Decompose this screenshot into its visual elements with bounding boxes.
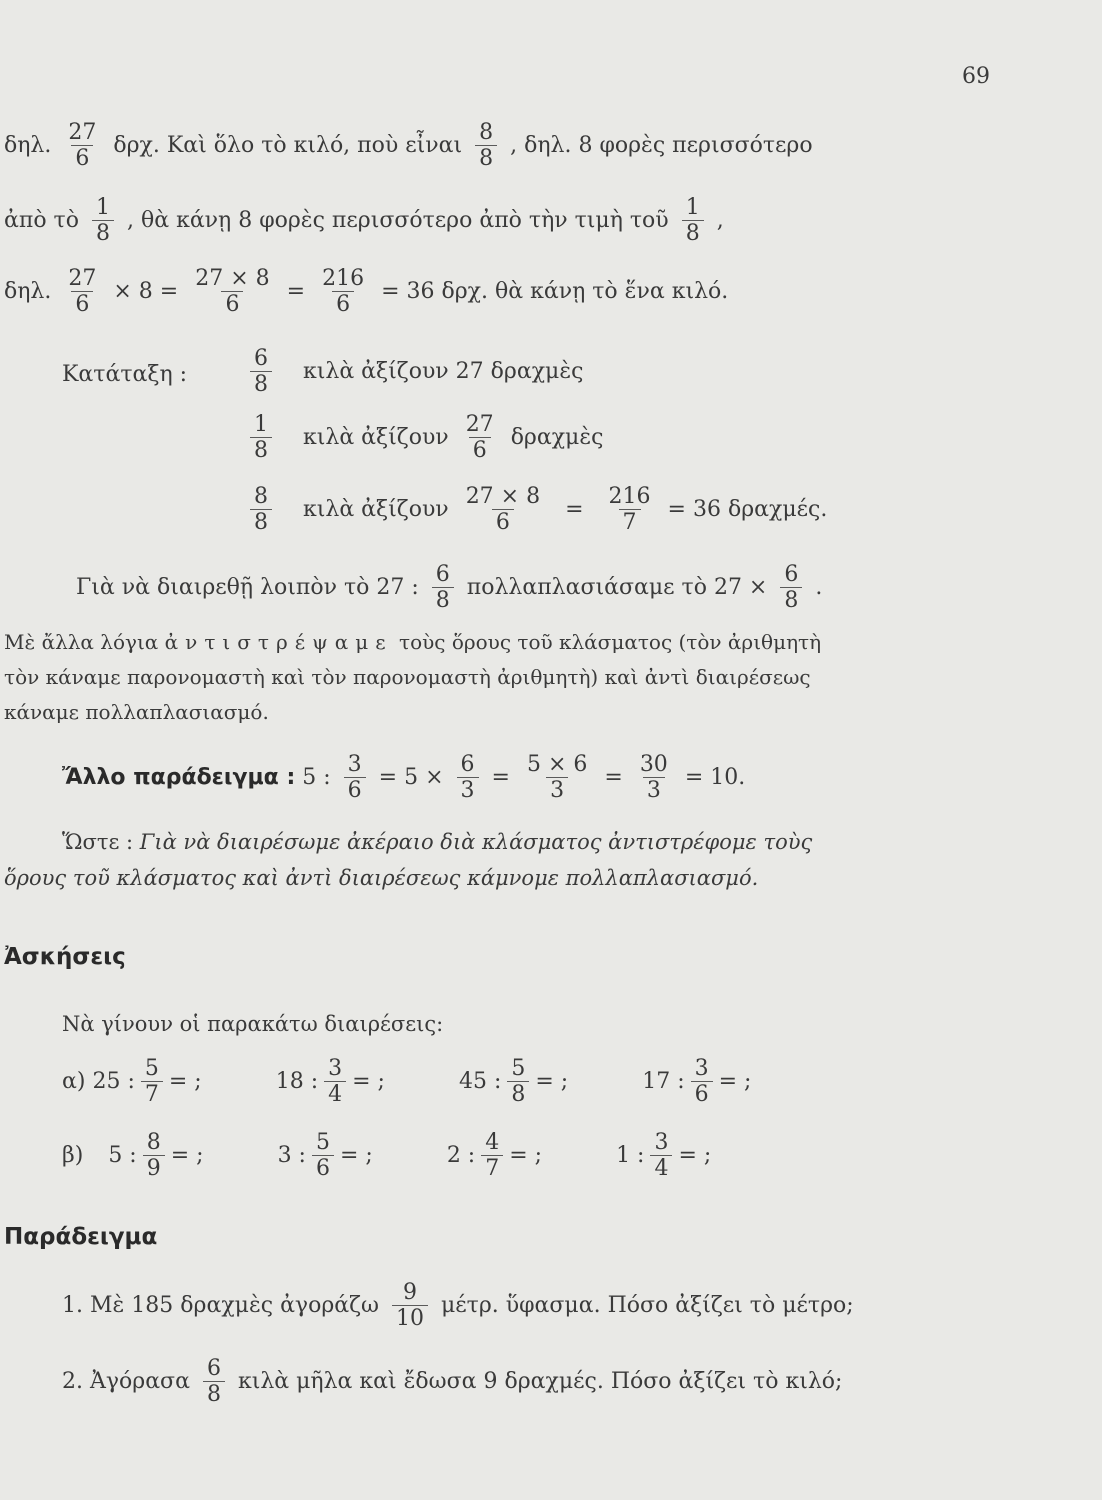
text: Γιὰ νὰ διαιρεθῇ λοιπὸν τὸ 27 : <box>76 574 419 600</box>
text: δηλ. <box>4 278 52 304</box>
text: = <box>491 764 510 790</box>
text: = <box>604 764 623 790</box>
text: κιλὰ ἀξίζουν <box>303 496 449 522</box>
row-label: α) <box>62 1068 86 1094</box>
text-line <box>76 562 822 614</box>
exercise-row <box>62 1130 711 1182</box>
fraction: $\frac{27 \times 8}{6}$ <box>195 266 270 318</box>
paragraph-line: τὸν κάναμε παρονομαστὴ καὶ τὸν παρονομαστὴ ἀριθμητὴ) καὶ ἀντὶ διαιρέσεως <box>4 665 811 689</box>
text-line <box>4 120 813 172</box>
fraction: $\frac{6}{8}$ <box>780 562 802 614</box>
text: τοὺς ὅρους τοῦ κλάσματος (τὸν ἀριθμητὴ <box>399 630 822 654</box>
text: 5 : <box>302 764 331 790</box>
fraction: $\frac{216}{7}$ <box>608 484 651 536</box>
rule-line <box>62 830 812 854</box>
text: = 36 δραχμές. <box>667 496 828 522</box>
text: μέτρ. ὕφασμα. Πόσο ἀξίζει τὸ μέτρο; <box>440 1292 854 1318</box>
fraction: $\frac{27}{6}$ <box>465 412 494 464</box>
rule-line: ὅρους τοῦ κλάσματος καὶ ἀντὶ διαιρέσεως κάμνομε πολλαπλασιασμό. <box>4 866 759 890</box>
katataxi-row <box>244 412 603 464</box>
section-heading: Παράδειγμα <box>4 1224 158 1250</box>
text: = 10. <box>684 764 746 790</box>
text: δρχ. Καὶ ὅλο τὸ κιλό, ποὺ εἶναι <box>113 132 463 158</box>
katataxi-label: Κατάταξη : <box>62 362 188 387</box>
fraction: $\frac{8}{8}$ <box>250 484 272 536</box>
text-line <box>4 195 724 247</box>
exercise: 1 : $\frac{3}{4}$ = ; <box>616 1130 712 1182</box>
fraction: $\frac{6}{8}$ <box>250 346 272 398</box>
text: κιλὰ ἀξίζουν 27 δραχμὲς <box>303 358 584 384</box>
text: πολλαπλασιάσαμε τὸ 27 × <box>466 574 768 600</box>
text: 2. Ἀγόρασα <box>62 1368 190 1394</box>
fraction: $\frac{1}{8}$ <box>682 195 704 247</box>
exercise: 3 : $\frac{5}{6}$ = ; <box>277 1130 373 1182</box>
fraction: $\frac{27 \times 8}{6}$ <box>465 484 541 536</box>
text: × 8 = <box>113 278 179 304</box>
fraction: $\frac{9}{10}$ <box>392 1280 428 1332</box>
fraction: $\frac{5 \times 6}{3}$ <box>526 752 588 804</box>
text: δηλ. <box>4 132 52 158</box>
text: = <box>286 278 306 304</box>
fraction: $\frac{6}{8}$ <box>432 562 454 614</box>
text: = 5 × <box>378 764 444 790</box>
example-line <box>62 752 745 804</box>
section-heading: Ἀσκήσεις <box>4 944 126 970</box>
problem-line <box>62 1280 854 1332</box>
exercise: 2 : $\frac{4}{7}$ = ; <box>446 1130 543 1182</box>
text: κιλὰ μῆλα καὶ ἔδωσα 9 δραχμές. Πόσο ἀξίζει τὸ κιλό; <box>237 1368 843 1394</box>
exercise: 18 : $\frac{3}{4}$ = ; <box>275 1056 385 1108</box>
fraction: $\frac{6}{8}$ <box>203 1356 225 1408</box>
fraction: $\frac{1}{8}$ <box>250 412 272 464</box>
exercise: 25 : $\frac{5}{7}$ = ; <box>92 1056 202 1108</box>
text: ἀπὸ τὸ <box>4 207 79 233</box>
text: . <box>815 574 823 600</box>
text: = <box>565 496 584 522</box>
spaced-emphasis: ἀντιστρέψαμε <box>164 630 393 654</box>
row-label: β) <box>62 1142 84 1168</box>
paragraph-line: κάναμε πολλαπλασιασμό. <box>4 700 269 724</box>
page-number: 69 <box>962 64 990 89</box>
equation-line <box>4 266 728 318</box>
text: Μὲ ἄλλα λόγια <box>4 630 159 654</box>
problem-line <box>62 1356 842 1408</box>
text: δραχμὲς <box>510 424 604 450</box>
text: , <box>716 207 724 233</box>
fraction: $\frac{30}{3}$ <box>639 752 668 804</box>
text: = 36 δρχ. θὰ κάνῃ τὸ ἕνα κιλό. <box>381 278 729 304</box>
fraction: $\frac{3}{6}$ <box>344 752 366 804</box>
text: , δηλ. 8 φορὲς περισσότερο <box>510 132 813 158</box>
fraction: $\frac{27}{6}$ <box>68 120 97 172</box>
exercise: 17 : $\frac{3}{6}$ = ; <box>642 1056 752 1108</box>
fraction: $\frac{27}{6}$ <box>68 266 97 318</box>
text: Ὥστε : <box>62 830 134 854</box>
exercise-row <box>62 1056 751 1108</box>
text: , θὰ κάνῃ 8 φορὲς περισσότερο ἀπὸ τὴν τιμὴ τοῦ <box>126 207 669 233</box>
fraction: $\frac{216}{6}$ <box>322 266 365 318</box>
text: 1. Μὲ 185 δραχμὲς ἀγοράζω <box>62 1292 379 1318</box>
fraction: $\frac{1}{8}$ <box>92 195 114 247</box>
example-label: Ἄλλο παράδειγμα : <box>62 764 296 790</box>
katataxi-row <box>244 484 827 536</box>
fraction: $\frac{6}{3}$ <box>457 752 479 804</box>
paragraph-line <box>4 630 821 654</box>
katataxi-row <box>244 346 583 398</box>
exercise: 5 : $\frac{8}{9}$ = ; <box>108 1130 204 1182</box>
text-line: Νὰ γίνουν οἱ παρακάτω διαιρέσεις: <box>62 1012 444 1036</box>
text: Γιὰ νὰ διαιρέσωμε ἀκέραιο διὰ κλάσματος ἀντιστρέφομε τοὺς <box>139 830 813 854</box>
fraction: $\frac{8}{8}$ <box>475 120 497 172</box>
text: κιλὰ ἀξίζουν <box>303 424 449 450</box>
exercise: 45 : $\frac{5}{8}$ = ; <box>458 1056 569 1108</box>
